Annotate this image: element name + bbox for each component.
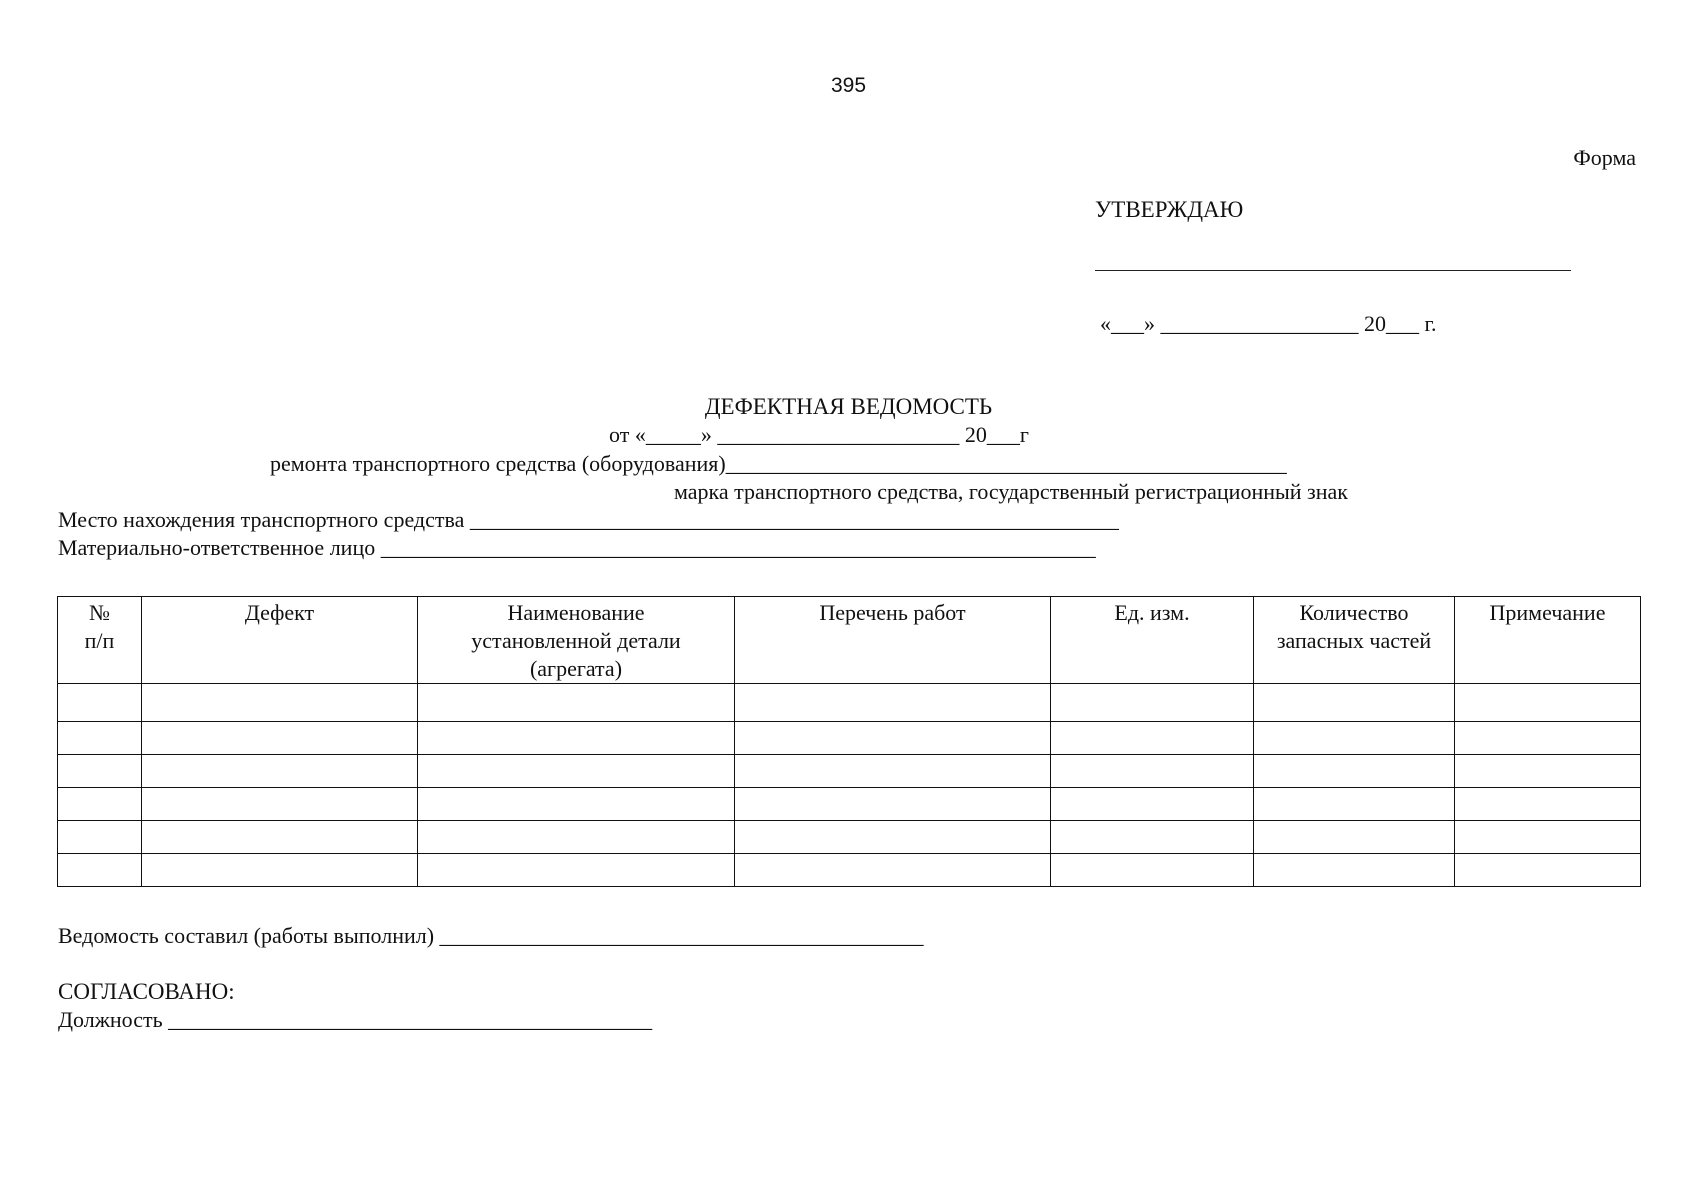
table-row	[58, 684, 1641, 722]
column-header-number: № п/п	[58, 597, 142, 684]
column-header-part-name: Наименование установленной детали (агрегата)	[418, 597, 735, 684]
repair-vehicle-hint: марка транспортного средства, государственный регистрационный знак	[674, 479, 1348, 504]
table-cell[interactable]	[735, 722, 1051, 755]
table-cell[interactable]	[142, 821, 418, 854]
table-cell[interactable]	[1254, 821, 1455, 854]
position-signature-line[interactable]: Должность ____________________________________________	[58, 1007, 653, 1032]
table-cell[interactable]	[735, 788, 1051, 821]
table-cell[interactable]	[1254, 722, 1455, 755]
document-date-line[interactable]: от «_____» ______________________ 20___г	[609, 422, 1029, 447]
table-cell[interactable]	[1455, 788, 1641, 821]
vehicle-location-line[interactable]: Место нахождения транспортного средства ___________________________________________________________	[58, 507, 1119, 532]
table-row	[58, 854, 1641, 887]
table-cell[interactable]	[58, 854, 142, 887]
repair-vehicle-line[interactable]: ремонта транспортного средства (оборудования)___________________________________________________	[270, 451, 1287, 476]
table-cell[interactable]	[418, 854, 735, 887]
table-cell[interactable]	[1455, 821, 1641, 854]
table-cell[interactable]	[1051, 854, 1254, 887]
table-cell[interactable]	[418, 821, 735, 854]
table-cell[interactable]	[735, 684, 1051, 722]
table-cell[interactable]	[418, 788, 735, 821]
table-cell[interactable]	[58, 722, 142, 755]
table-cell[interactable]	[58, 684, 142, 722]
table-cell[interactable]	[58, 821, 142, 854]
table-cell[interactable]	[1455, 755, 1641, 788]
column-header-unit: Ед. изм.	[1051, 597, 1254, 684]
compiled-by-line[interactable]: Ведомость составил (работы выполнил) ____________________________________________	[58, 923, 924, 948]
column-header-spare-parts-qty: Количество запасных частей	[1254, 597, 1455, 684]
document-title: ДЕФЕКТНАЯ ВЕДОМОСТЬ	[704, 394, 993, 419]
table-cell[interactable]	[1051, 684, 1254, 722]
table-cell[interactable]	[1254, 684, 1455, 722]
table-cell[interactable]	[1051, 755, 1254, 788]
column-header-defect: Дефект	[142, 597, 418, 684]
approval-heading: УТВЕРЖДАЮ	[1095, 197, 1244, 222]
table-cell[interactable]	[58, 788, 142, 821]
approval-signature-line[interactable]	[1095, 270, 1571, 271]
table-cell[interactable]	[142, 722, 418, 755]
table-cell[interactable]	[1254, 755, 1455, 788]
table-row	[58, 722, 1641, 755]
table-cell[interactable]	[735, 755, 1051, 788]
responsible-person-line[interactable]: Материально-ответственное лицо _________________________________________________________________	[58, 535, 1096, 560]
table-cell[interactable]	[1051, 821, 1254, 854]
table-cell[interactable]	[1455, 722, 1641, 755]
table-cell[interactable]	[1455, 684, 1641, 722]
form-label: Форма	[1573, 145, 1636, 170]
table-cell[interactable]	[1051, 722, 1254, 755]
table-row	[58, 755, 1641, 788]
page-number: 395	[830, 74, 867, 97]
table-cell[interactable]	[418, 722, 735, 755]
table-cell[interactable]	[58, 755, 142, 788]
table-cell[interactable]	[1455, 854, 1641, 887]
approval-date-line[interactable]: «___» __________________ 20___ г.	[1100, 311, 1437, 336]
defects-table	[57, 596, 1641, 887]
column-header-work-list: Перечень работ	[735, 597, 1051, 684]
table-cell[interactable]	[735, 821, 1051, 854]
table-cell[interactable]	[142, 755, 418, 788]
table-header-row	[58, 597, 1641, 684]
table-cell[interactable]	[418, 755, 735, 788]
table-cell[interactable]	[1254, 788, 1455, 821]
table-cell[interactable]	[142, 854, 418, 887]
table-cell[interactable]	[418, 684, 735, 722]
table-row	[58, 821, 1641, 854]
table-cell[interactable]	[142, 684, 418, 722]
table-cell[interactable]	[142, 788, 418, 821]
table-row	[58, 788, 1641, 821]
column-header-note: Примечание	[1455, 597, 1641, 684]
table-cell[interactable]	[1051, 788, 1254, 821]
table-cell[interactable]	[735, 854, 1051, 887]
table-cell[interactable]	[1254, 854, 1455, 887]
agreed-heading: СОГЛАСОВАНО:	[58, 979, 235, 1004]
